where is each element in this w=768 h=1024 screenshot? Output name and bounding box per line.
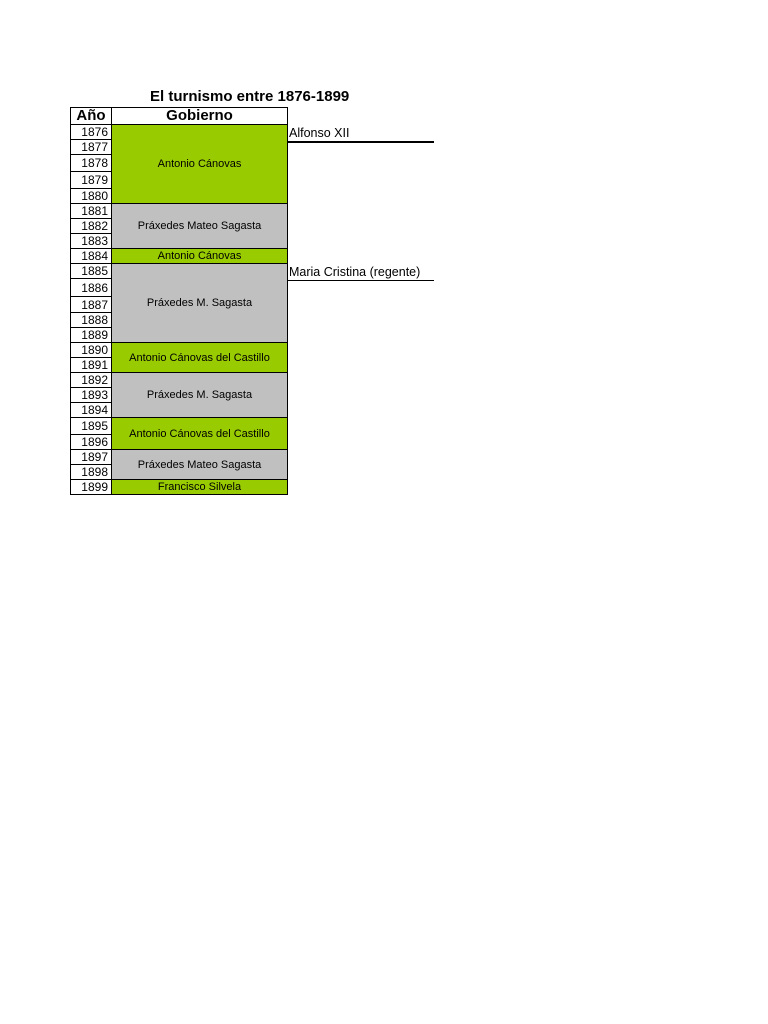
monarch-label: Alfonso XII (288, 125, 434, 143)
year-column-header: Año (70, 107, 112, 125)
year-cell: 1877 (70, 139, 112, 155)
government-cell: Práxedes Mateo Sagasta (111, 449, 288, 480)
year-cell: 1885 (70, 263, 112, 279)
year-cell: 1893 (70, 387, 112, 403)
year-cell: 1892 (70, 372, 112, 388)
year-cell: 1883 (70, 233, 112, 249)
year-cell: 1899 (70, 479, 112, 495)
year-cell: 1889 (70, 327, 112, 343)
government-cell: Antonio Cánovas (111, 248, 288, 264)
government-column-header: Gobierno (111, 107, 288, 125)
year-cell: 1876 (70, 124, 112, 140)
year-cell: 1898 (70, 464, 112, 480)
year-cell: 1895 (70, 417, 112, 435)
year-cell: 1881 (70, 203, 112, 219)
year-cell: 1882 (70, 218, 112, 234)
year-cell: 1880 (70, 188, 112, 204)
year-cell: 1888 (70, 312, 112, 328)
year-cell: 1891 (70, 357, 112, 373)
government-cell: Práxedes Mateo Sagasta (111, 203, 288, 249)
page-title: El turnismo entre 1876-1899 (150, 88, 350, 105)
year-cell: 1886 (70, 278, 112, 297)
government-cell: Antonio Cánovas (111, 124, 288, 204)
year-cell: 1894 (70, 402, 112, 418)
year-cell: 1887 (70, 296, 112, 313)
year-cell: 1897 (70, 449, 112, 465)
year-cell: 1890 (70, 342, 112, 358)
year-cell: 1896 (70, 434, 112, 450)
monarch-label: Maria Cristina (regente) (288, 264, 434, 281)
year-cell: 1879 (70, 171, 112, 189)
government-cell: Práxedes M. Sagasta (111, 372, 288, 418)
government-cell: Francisco Silvela (111, 479, 288, 495)
year-cell: 1878 (70, 154, 112, 172)
government-cell: Antonio Cánovas del Castillo (111, 417, 288, 450)
government-cell: Antonio Cánovas del Castillo (111, 342, 288, 373)
year-cell: 1884 (70, 248, 112, 264)
government-cell: Práxedes M. Sagasta (111, 263, 288, 343)
